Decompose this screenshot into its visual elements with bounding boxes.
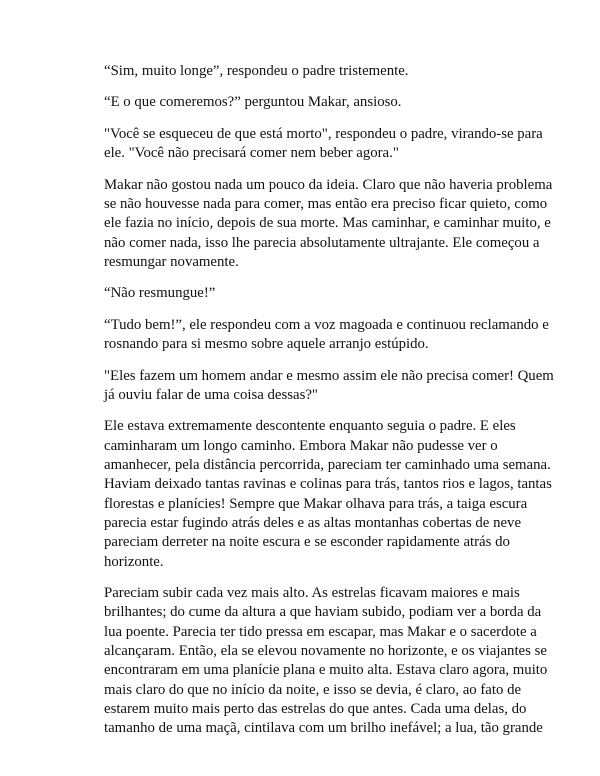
text-line: “Sim, muito longe”, respondeu o padre tristemente. <box>104 63 409 79</box>
text-line: alcançaram. Então, ela se elevou novamente no horizonte, e os viajantes se <box>104 642 547 659</box>
text-line: rosnando para si mesmo sobre aquele arranjo estúpido. <box>104 336 429 353</box>
paragraph-4 <box>104 176 553 272</box>
paragraph-8 <box>104 417 552 571</box>
text-line: “Tudo bem!”, ele respondeu com a voz magoada e continuou reclamando e <box>104 316 549 333</box>
text-line: Haviam deixado tantas ravinas e colinas para trás, tantos rios e lagos, tantas <box>104 476 552 493</box>
text-line: já ouviu falar de uma coisa dessas?" <box>104 386 318 403</box>
text-line: estarem muito mais perto das estrelas do que antes. Cada uma delas, do <box>104 700 527 717</box>
text-line: mais claro do que no início da noite, e isso se devia, é claro, ao fato de <box>104 681 522 698</box>
text-line: horizonte. <box>104 553 164 570</box>
text-line: caminharam um longo caminho. Embora Makar não pudesse ver o <box>104 437 498 454</box>
paragraph-3 <box>104 125 544 164</box>
text-line: lua poente. Parecia ter tido pressa em escapar, mas Makar e o sacerdote a <box>104 623 537 640</box>
text-line: amanhecer, pela distância percorrida, pareciam ter caminhado uma semana. <box>104 457 551 474</box>
text-line: se não houvesse nada para comer, mas então era preciso ficar quieto, como <box>104 196 548 213</box>
text-line: ele fazia no início, depois de sua morte. Mas caminhar, e caminhar muito, e <box>104 215 551 232</box>
text-line: "Eles fazem um homem andar e mesmo assim ele não precisa comer! Quem <box>104 367 554 384</box>
text-line: Pareciam subir cada vez mais alto. As estrelas ficavam maiores e mais <box>104 585 520 602</box>
text-line: tamanho de uma maçã, cintilava com um brilho inefável; a lua, tão grande <box>104 720 543 737</box>
text-line: parecia estar fugindo atrás deles e as altas montanhas cobertas de neve <box>104 514 522 531</box>
text-line: "Você se esqueceu de que está morto", respondeu o padre, virando-se para <box>104 125 543 142</box>
text-line: Ele estava extremamente descontente enquanto seguia o padre. E eles <box>104 418 516 435</box>
text-line: encontraram em uma planície plana e muito alta. Estava claro agora, muito <box>104 662 548 679</box>
paragraph-6 <box>104 316 549 355</box>
text-line: brilhantes; do cume da altura a que haviam subido, podiam ver a borda da <box>104 604 542 621</box>
paragraph-5 <box>104 284 544 303</box>
paragraph-7 <box>104 367 554 406</box>
paragraph-2 <box>104 93 544 112</box>
paragraph-1 <box>104 62 544 81</box>
text-line: florestas e planícies! Sempre que Makar olhava para trás, a taiga escura <box>104 495 528 512</box>
text-line: “E o que comeremos?” perguntou Makar, ansioso. <box>104 94 402 111</box>
text-line: pareciam derreter na noite escura e se esconder rapidamente atrás do <box>104 534 510 551</box>
text-line: Makar não gostou nada um pouco da ideia. Claro que não haveria problema <box>104 176 553 193</box>
paragraph-9 <box>104 584 548 738</box>
text-line: não comer nada, isso lhe parecia absolutamente ultrajante. Ele começou a <box>104 234 540 251</box>
document-body <box>104 62 554 751</box>
text-line: resmungar novamente. <box>104 253 239 270</box>
text-line: “Não resmungue!” <box>104 285 216 302</box>
text-line: ele. "Você não precisará comer nem beber agora." <box>104 145 399 162</box>
